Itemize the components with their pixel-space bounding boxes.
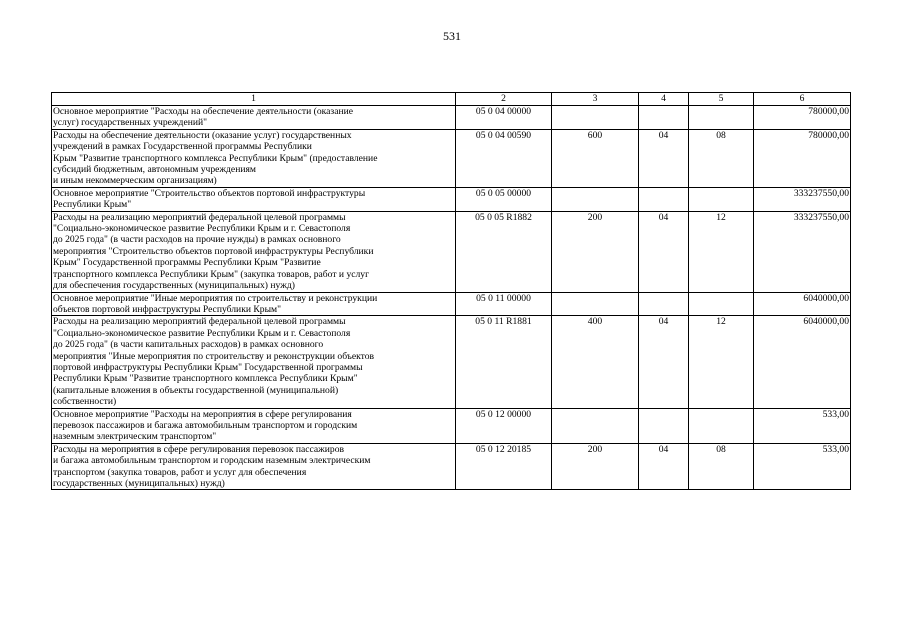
section-code: 04: [639, 129, 689, 187]
activity-description: [52, 211, 456, 292]
description-line: мероприятия "Иные мероприятия по строительству и реконструкции объектов: [53, 350, 375, 362]
budget-code: 05 0 05 R1882: [456, 211, 552, 292]
table-row: [52, 316, 851, 408]
subsection-code: [689, 106, 754, 130]
table-row: [52, 211, 851, 292]
description-line: Основное мероприятие "Иные мероприятия по строительству и реконструкции: [53, 292, 378, 304]
expense-type-code: 400: [552, 316, 639, 408]
amount-value: 333237550,00: [754, 187, 851, 211]
page-number: 531: [443, 29, 461, 43]
table-row: [52, 129, 851, 187]
subsection-code: [689, 408, 754, 443]
section-code: [639, 187, 689, 211]
budget-code: 05 0 04 00590: [456, 129, 552, 187]
activity-description: [52, 443, 456, 490]
description-line: и иным некоммерческим организациям): [53, 175, 217, 187]
subsection-code: [689, 292, 754, 316]
description-line: Республики Крым "Развитие транспортного комплекса Республики Крым": [53, 373, 358, 385]
expense-type-code: 200: [552, 443, 639, 490]
column-header-3: 3: [552, 93, 639, 106]
section-code: [639, 106, 689, 130]
activity-description: [52, 106, 456, 130]
column-header-6: 6: [754, 93, 851, 106]
description-line: Основное мероприятие "Расходы на обеспечение деятельности (оказание: [53, 106, 353, 117]
description-line: "Социально-экономическое развитие Республики Крым и г. Севастополя: [53, 223, 351, 235]
description-line: Основное мероприятие "Строительство объектов портовой инфраструктуры: [53, 187, 366, 199]
description-line: собственности): [53, 396, 117, 408]
budget-table: [51, 92, 851, 490]
table-body: [52, 106, 851, 490]
amount-value: 780000,00: [754, 129, 851, 187]
description-line: Республики Крым": [53, 199, 132, 211]
amount-value: 6040000,00: [754, 292, 851, 316]
budget-code: 05 0 12 20185: [456, 443, 552, 490]
subsection-code: [689, 187, 754, 211]
description-line: портовой инфраструктуры Республики Крым" Государственной программы: [53, 361, 363, 373]
description-line: до 2025 года" (в части капитальных расходов) в рамках основного: [53, 339, 324, 351]
header-row: [52, 93, 851, 106]
description-line: мероприятия "Строительство объектов портовой инфраструктуры Республики: [53, 245, 374, 257]
amount-value: 333237550,00: [754, 211, 851, 292]
expense-type-code: [552, 106, 639, 130]
table-row: [52, 292, 851, 316]
subsection-code: 08: [689, 443, 754, 490]
expense-type-code: [552, 292, 639, 316]
description-line: Расходы на обеспечение деятельности (оказание услуг) государственных: [53, 129, 352, 141]
section-code: [639, 408, 689, 443]
column-header-4: 4: [639, 93, 689, 106]
amount-value: 6040000,00: [754, 316, 851, 408]
description-line: для обеспечения государственных (муниципальных) нужд): [53, 280, 295, 292]
description-line: (капитальные вложения в объекты государственной (муниципальной): [53, 384, 339, 396]
description-line: до 2025 года" (в части расходов на прочие нужды) в рамках основного: [53, 234, 341, 246]
description-line: и багажа автомобильным транспортом и городским наземным электрическим: [53, 455, 371, 467]
budget-code: 05 0 11 00000: [456, 292, 552, 316]
description-line: Крым" Государственной программы Республики Крым "Развитие: [53, 257, 321, 269]
description-line: объектов портовой инфраструктуры Республики Крым": [53, 303, 282, 315]
description-line: государственных (муниципальных) нужд): [53, 478, 225, 489]
description-line: Крым "Развитие транспортного комплекса Республики Крым" (предоставление: [53, 152, 378, 164]
section-code: 04: [639, 211, 689, 292]
table-row: [52, 443, 851, 490]
activity-description: [52, 129, 456, 187]
description-line: перевозок пассажиров и багажа автомобильным транспортом и городским: [53, 419, 358, 431]
budget-code: 05 0 05 00000: [456, 187, 552, 211]
description-line: транспортного комплекса Республики Крым" (закупка товаров, работ и услуг: [53, 268, 370, 280]
column-header-2: 2: [456, 93, 552, 106]
activity-description: [52, 292, 456, 316]
expense-type-code: [552, 187, 639, 211]
subsection-code: 08: [689, 129, 754, 187]
section-code: 04: [639, 443, 689, 490]
section-code: [639, 292, 689, 316]
description-line: учреждений в рамках Государственной программы Республики: [53, 141, 312, 153]
column-header-5: 5: [689, 93, 754, 106]
description-line: услуг) государственных учреждений": [53, 117, 208, 129]
budget-code: 05 0 11 R1881: [456, 316, 552, 408]
activity-description: [52, 187, 456, 211]
budget-code: 05 0 04 00000: [456, 106, 552, 130]
column-header-1: 1: [52, 93, 456, 106]
description-line: "Социально-экономическое развитие Республики Крым и г. Севастополя: [53, 327, 351, 339]
amount-value: 533,00: [754, 408, 851, 443]
description-line: Расходы на реализацию мероприятий федеральной целевой программы: [53, 316, 346, 328]
amount-value: 780000,00: [754, 106, 851, 130]
table-row: [52, 187, 851, 211]
table-row: [52, 408, 851, 443]
subsection-code: 12: [689, 316, 754, 408]
description-line: транспортом (закупка товаров, работ и услуг для обеспечения: [53, 466, 307, 478]
subsection-code: 12: [689, 211, 754, 292]
description-line: Расходы на мероприятия в сфере регулирования перевозок пассажиров: [53, 443, 345, 455]
activity-description: [52, 408, 456, 443]
amount-value: 533,00: [754, 443, 851, 490]
budget-code: 05 0 12 00000: [456, 408, 552, 443]
expense-type-code: 600: [552, 129, 639, 187]
description-line: наземным электрическим транспортом": [53, 431, 217, 443]
section-code: 04: [639, 316, 689, 408]
activity-description: [52, 316, 456, 408]
expense-type-code: [552, 408, 639, 443]
expense-type-code: 200: [552, 211, 639, 292]
table-row: [52, 106, 851, 130]
description-line: субсидий бюджетным, автономным учреждениям: [53, 164, 256, 176]
description-line: Основное мероприятие "Расходы на мероприятия в сфере регулирования: [53, 408, 352, 420]
description-line: Расходы на реализацию мероприятий федеральной целевой программы: [53, 211, 346, 223]
